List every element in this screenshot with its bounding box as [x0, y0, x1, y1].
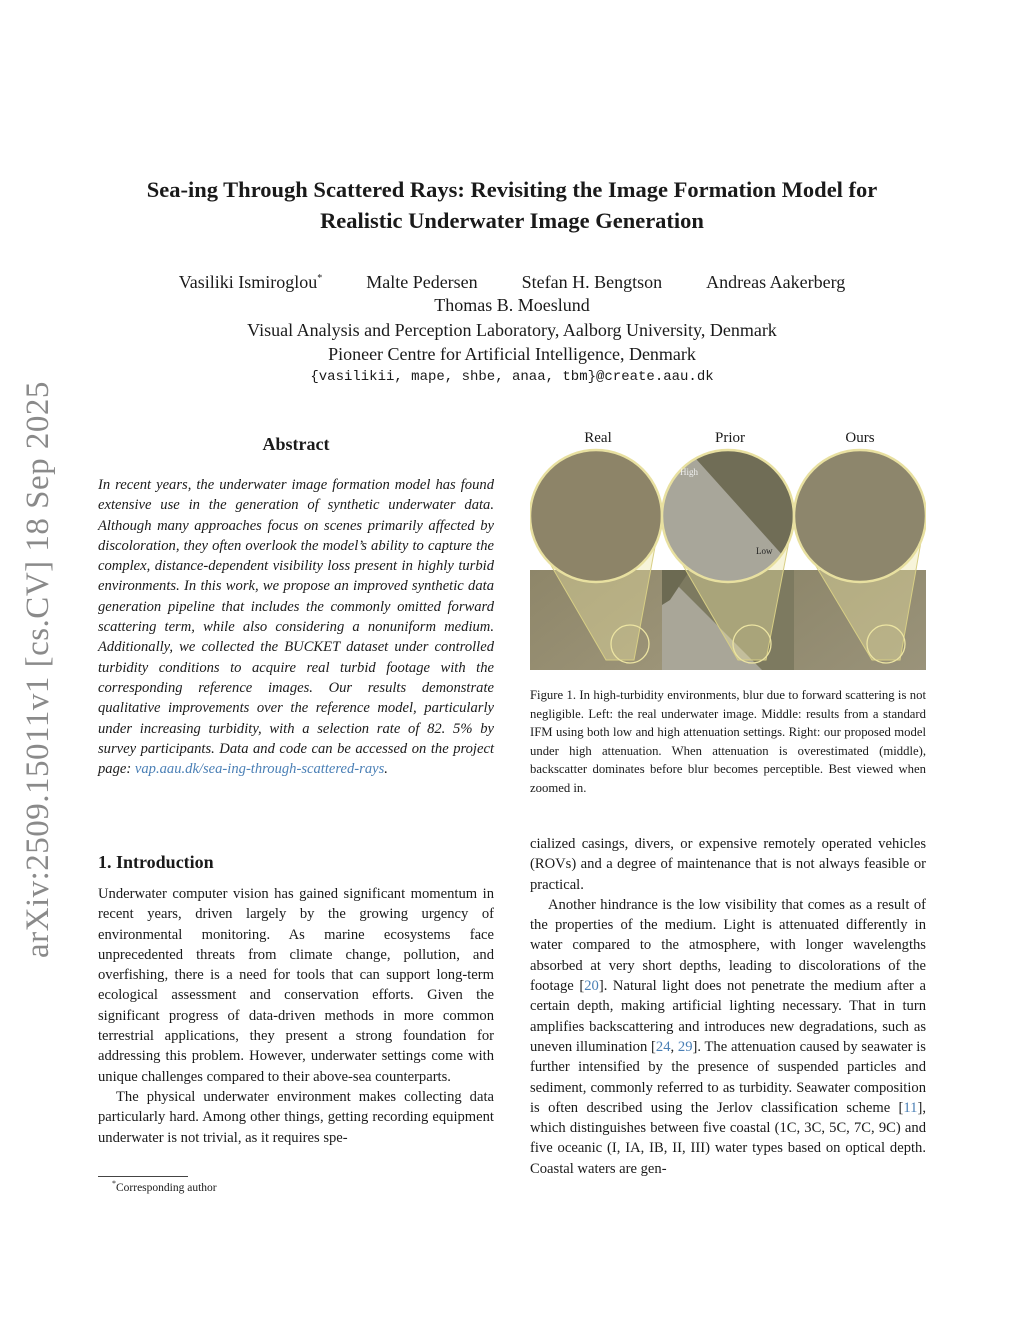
title-line-1: Sea-ing Through Scattered Rays: Revisiting the Image Formation Model for	[146, 177, 878, 202]
figure-label-real: Real	[584, 430, 612, 446]
label-low: Low	[756, 546, 773, 556]
ours-magnified-circle	[794, 450, 926, 582]
author-2: Malte Pedersen	[366, 272, 478, 292]
affiliation-1: Visual Analysis and Perception Laboratory, Aalborg University, Denmark	[247, 320, 777, 340]
abstract-heading: Abstract	[262, 434, 330, 454]
author-emails: {vasilikii, mape, shbe, anaa, tbm}@create.aau.dk	[310, 369, 714, 385]
citation-20[interactable]: 20	[584, 978, 599, 995]
author-1: Vasiliki Ismiroglou*	[178, 272, 323, 292]
author-5: Thomas B. Moeslund	[434, 295, 590, 315]
label-high: High	[680, 467, 698, 477]
corresponding-mark: *	[317, 273, 323, 284]
real-magnified-circle	[530, 450, 662, 582]
arxiv-identifier: arXiv:2509.15011v1 [cs.CV] 18 Sep 2025	[20, 381, 56, 958]
intro-paragraph-2: The physical underwater environment makes collecting data particularly hard. Among other things, getting recording equipment underwater is not trivial, as it requires spe-	[98, 1088, 494, 1146]
footnote: *Corresponding author	[112, 1179, 217, 1194]
citation-11[interactable]: 11	[903, 1099, 918, 1116]
figure-label-prior: Prior	[715, 430, 745, 446]
citation-24[interactable]: 24	[655, 1038, 671, 1055]
introduction-text	[98, 884, 494, 1148]
section-heading-introduction: 1. Introduction	[98, 852, 214, 872]
right-paragraph-1: cialized casings, divers, or expensive remotely operated vehicles (ROVs) and a degree of maintenance that is not always feasible or practical.	[530, 836, 926, 893]
author-3: Stefan H. Bengtson	[521, 272, 663, 292]
title-line-2: Realistic Underwater Image Generation	[320, 208, 704, 233]
intro-paragraph-1: Underwater computer vision has gained significant momentum in recent years, driven largely by the growing urgency of environmental monitoring. As marine ecosystems face unprecedented threats from climate change, pollution, and overfishing, there is a need for tools that can support long-term ecological assessment and conservation efforts. Given the significant progress of data-driven methods in more common terrestrial applications, they present a strong foundation for addressing this problem. However, underwater settings come with unique challenges compared to their above-sea counterparts.	[98, 886, 494, 1085]
project-page-link[interactable]: vap.aau.dk/sea-ing-through-scattered-rays	[134, 761, 385, 778]
figure-1-image	[530, 430, 926, 672]
footnote-rule	[98, 1176, 188, 1177]
abstract-text: In recent years, the underwater image formation model has found extensive use in the generation of synthetic underwater data. Although many approaches focus on scenes primarily affected by discoloration, they often overlook the model’s ability to capture the complex, distance-dependent visibility loss present in highly turbid environments. In this work, we propose an improved synthetic data generation pipeline that includes the commonly omitted forward scattering term, while also considering a nonuniform medium. Additionally, we collected the BUCKET dataset under controlled turbidity conditions to acquire real turbid footage with the corresponding reference images. Our results demonstrate qualitative improvements over the reference model, particularly under increasing turbidity, with a selection rate of 82. 5% by survey participants. Data and code can be accessed on the project page: vap.aau.dk/sea-ing-through-scattered-rays.	[98, 477, 494, 778]
figure-1-caption: Figure 1. In high-turbidity environments, blur due to forward scattering is not negligible. Left: the real underwater image. Middle: results from a standard IFM using both low and high attenuation settings. Right: our proposed model under high attenuation. When attenuation is overestimated (middle), backscatter dominates before blur becomes perceptible. Best viewed when zoomed in.	[530, 688, 926, 795]
right-column-text	[530, 834, 926, 1179]
author-4: Andreas Aakerberg	[706, 272, 846, 292]
paper-title	[100, 174, 924, 236]
citation-29[interactable]: 29	[677, 1038, 693, 1055]
affiliation-2: Pioneer Centre for Artificial Intelligence, Denmark	[328, 344, 696, 364]
right-paragraph-2: Another hindrance is the low visibility that comes as a result of the properties of the medium. Light is attenuated differently in water compared to the atmosphere, with longer wavelengths absorbed at very short depths, leading to discolorations of the footage [20]. Natural light does not penetrate the medium after a certain depth, making artificial lighting necessary. That in turn amplifies backscattering and introduces new degradations, such as uneven illumination [24, 29]. The attenuation caused by seawater is further intensified by the presence of suspended particles and sediment, commonly referred to as turbidity. Seawater composition is often described using the Jerlov classification scheme [11], which distinguishes between five coastal (1C, 3C, 5C, 7C, 9C) and five oceanic (I, IA, IB, II, III) water types based on optical depth. Coastal waters are gen-	[530, 896, 926, 1177]
figure-1	[530, 430, 926, 672]
author-list	[100, 272, 924, 316]
figure-label-ours: Ours	[845, 430, 875, 446]
